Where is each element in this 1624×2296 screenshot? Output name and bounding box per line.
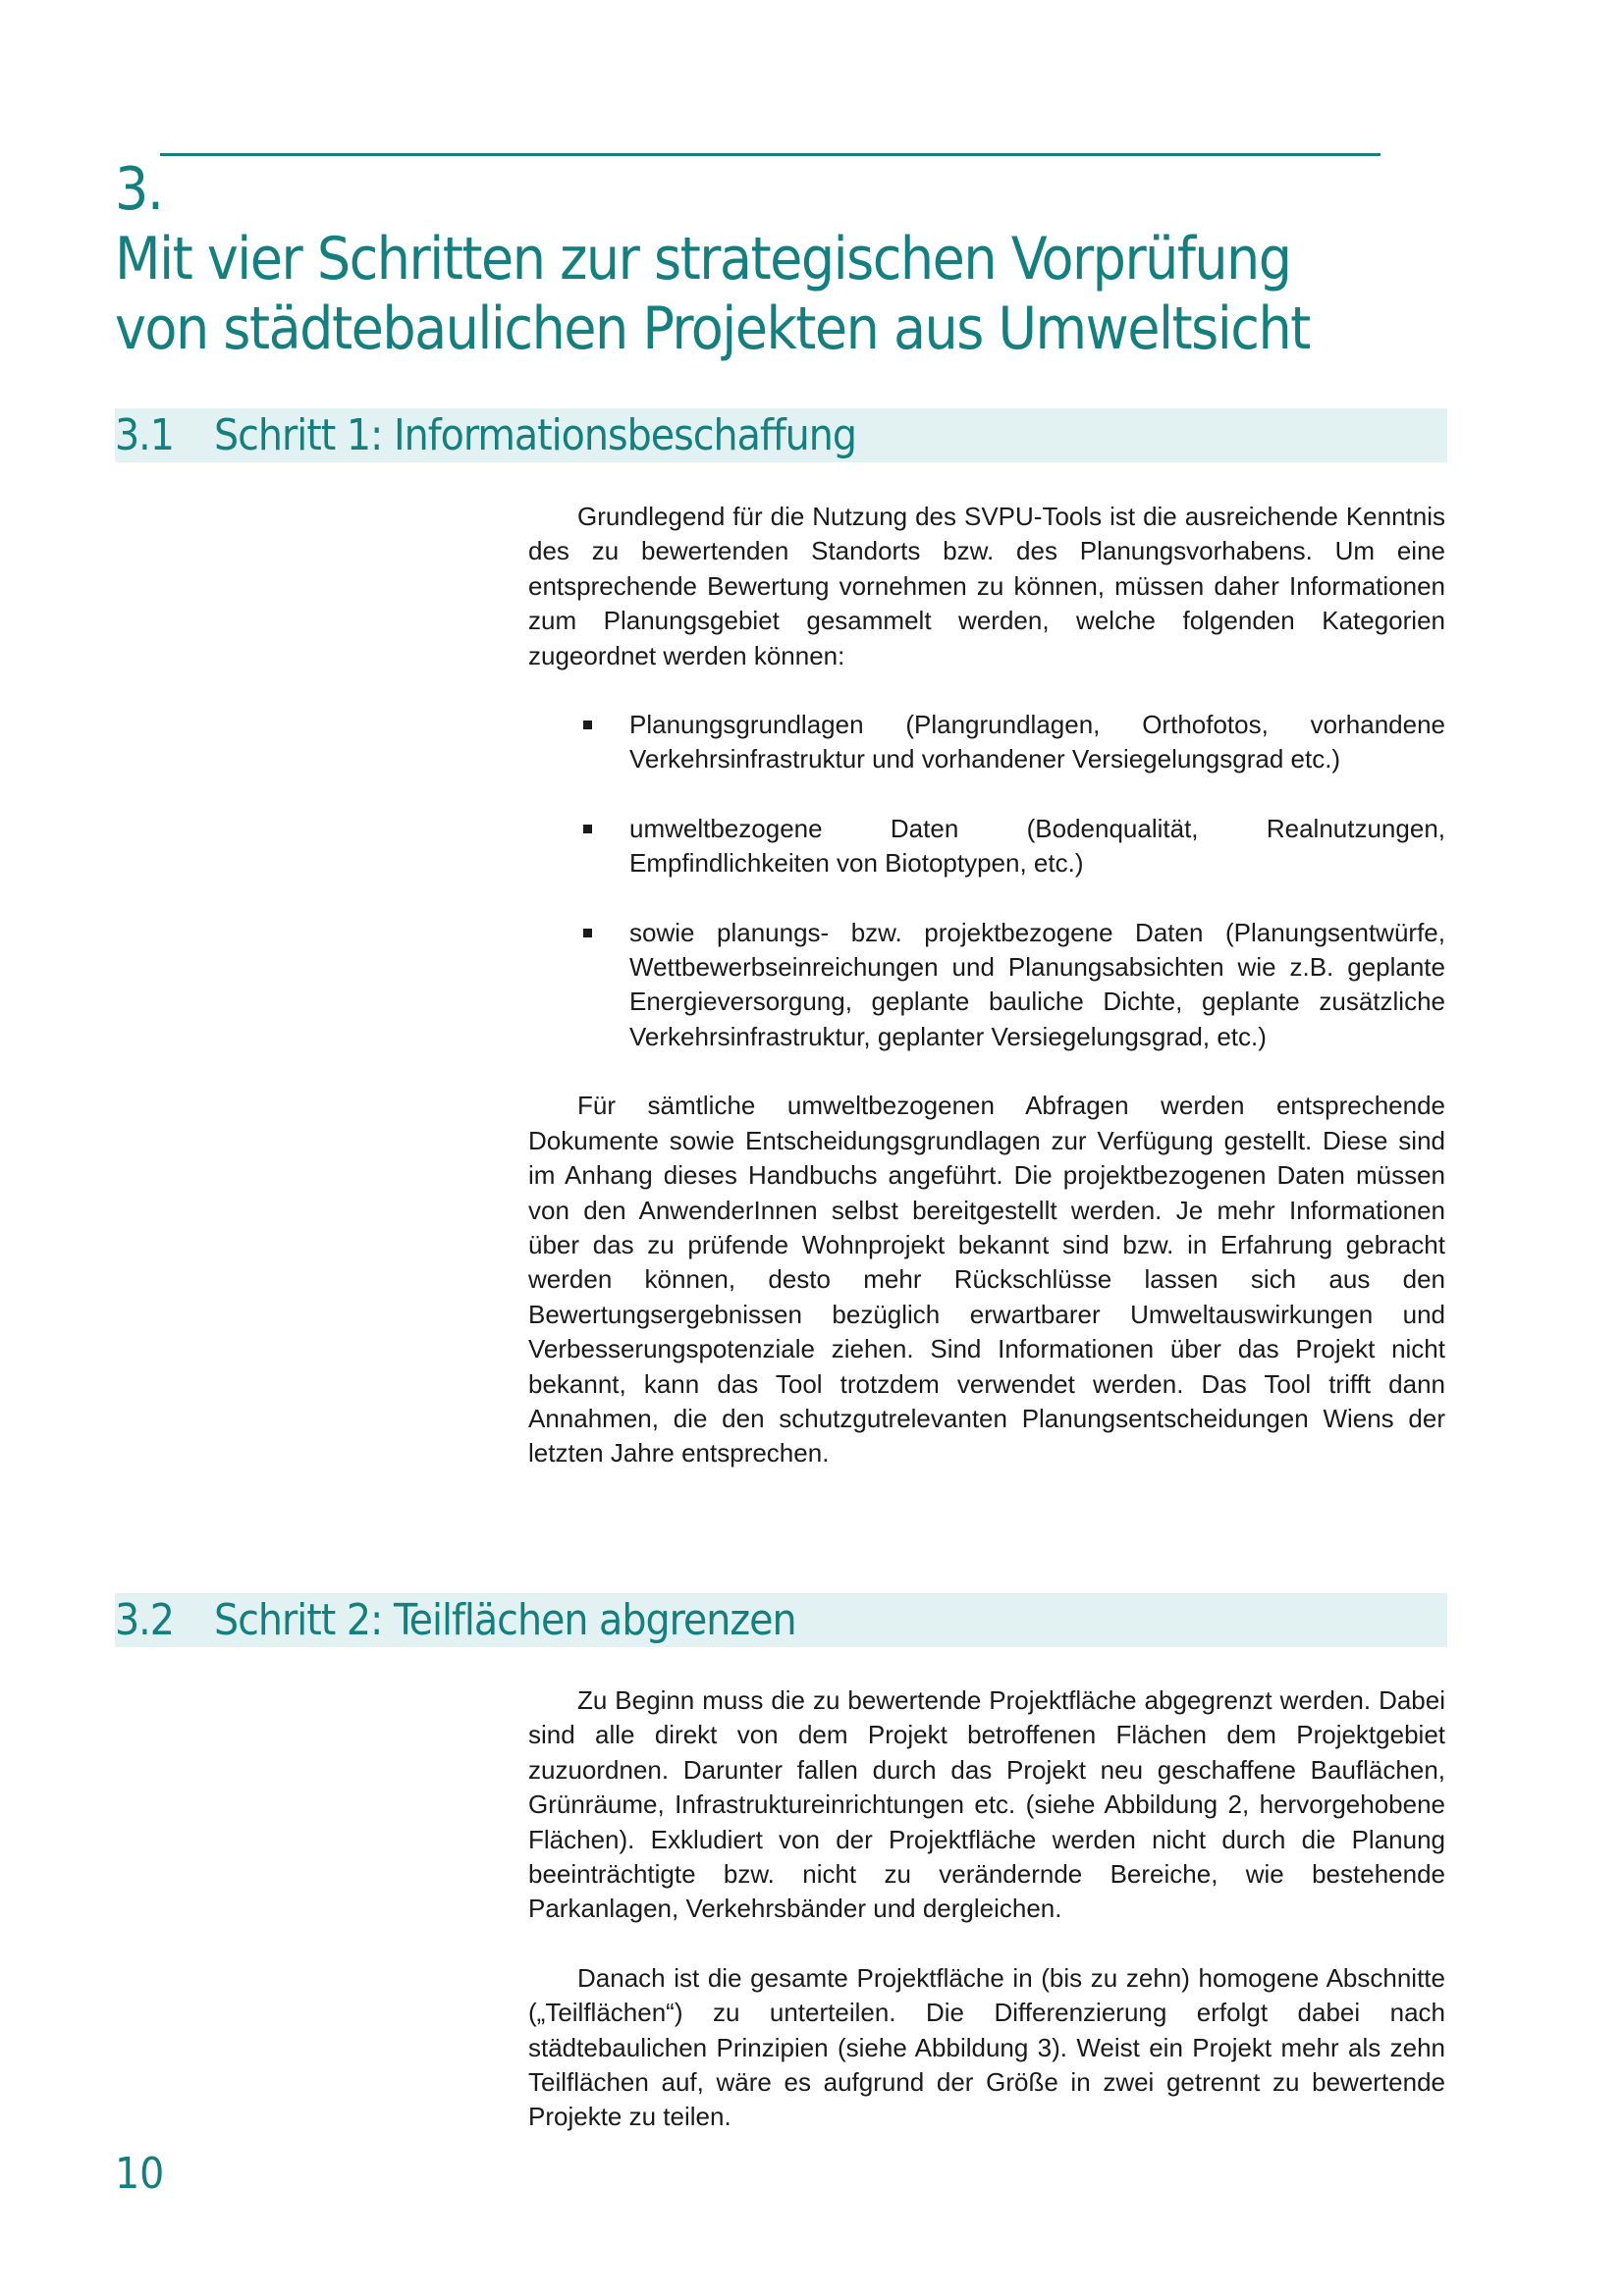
list-item-text: sowie planungs- bzw. projektbezogene Daten (Planungsentwürfe, Wettbewerbseinreichungen und Planungsabsichten wie z.B. geplante Energieversorgung, geplante bauliche Dichte, geplante zusätzliche Verkehrsinfrastruktur, geplanter Versiegelungsgrad, etc.) [629,917,1445,1051]
section-2-para-1: Zu Beginn muss die zu bewertende Projektfläche abgegrenzt werden. Dabei sind alle direkt von dem Projekt betroffenen Flächen dem Projektgebiet zuzuordnen. Darunter fallen durch das Projekt neu geschaffene Bauflächen, Grünräume, Infrastruktureinrichtungen etc. (siehe Abbildung 2, hervorgehobene Flächen). Exkludiert von der Projektfläche werden nicht durch die Planung beeinträchtigte bzw. nicht zu verändernde Bereiche, wie bestehende Parkanlagen, Verkehrsbänder und dergleichen. [528,1685,1445,1924]
page-number: 10 [115,2149,165,2199]
section-2-para-2: Danach ist die gesamte Projektfläche in (bis zu zehn) homogene Abschnitte („Teilflächen“) zu unterteilen. Die Differenzierung erfolgt dabei nach städtebaulichen Prinzipien (siehe Abbildung 3). Weist ein Projekt mehr als zehn Teilflächen auf, wäre es aufgrund der Größe in zwei getrennt zu bewertende Projekte zu teilen. [528,1962,1445,2132]
list-item [528,812,1445,881]
section-2-heading [115,1593,796,1647]
chapter-title-line2: von städtebaulichen Projekten aus Umweltsicht [115,294,1310,363]
square-bullet-icon [583,825,592,833]
square-bullet-icon [583,721,592,729]
section-1-title: Schritt 1: Informationsbeschaffung [214,410,856,460]
section-1-closing: Für sämtliche umweltbezogenen Abfragen werden entsprechende Dokumente sowie Entscheidungsgrundlagen zur Verfügung gestellt. Diese sind im Anhang dieses Handbuchs angeführt. Die projektbezogenen Daten müssen von den AnwenderInnen selbst bereitgestellt werden. Je mehr Informationen über das zu prüfende Wohnprojekt bekannt sind bzw. in Erfahrung gebracht werden können, desto mehr Rückschlüsse lassen sich aus den Bewertungsergebnissen bezüglich erwartbarer Umweltauswirkungen und Verbesserungspotenziale ziehen. Sind Informationen über das Projekt nicht bekannt, kann das Tool trotzdem verwendet werden. Das Tool trifft dann Annahmen, die den schutzgutrelevanten Planungsentscheidungen Wiens der letzten Jahre entsprechen. [528,1091,1445,1468]
chapter-title-line1: Mit vier Schritten zur strategischen Vorprüfung [115,225,1291,294]
section-1-intro: Grundlegend für die Nutzung des SVPU-Tools ist die ausreichende Kenntnis des zu bewertenden Standorts bzw. des Planungsvorhabens. Um eine entsprechende Bewertung vornehmen zu können, müssen daher Informationen zum Planungsgebiet gesammelt werden, welche folgenden Kategorien zugeordnet werden können: [528,502,1445,670]
section-1-number: 3.1 [115,410,174,460]
section-2-title: Schritt 2: Teilflächen abgrenzen [214,1595,796,1645]
chapter-number: 3. [115,155,163,224]
square-bullet-icon [583,929,592,937]
info-category-list [528,708,1445,1054]
section-1-heading [115,408,856,462]
list-item [528,916,1445,1055]
list-item-text: Planungsgrundlagen (Plangrundlagen, Orthofotos, vorhandene Verkehrsinfrastruktur und vorhandener Versiegelungsgrad etc.) [629,710,1445,774]
section-2-number: 3.2 [115,1595,174,1645]
list-item [528,708,1445,777]
chapter-heading [115,155,1440,364]
list-item-text: umweltbezogene Daten (Bodenqualität, Realnutzungen, Empfindlichkeiten von Biotoptypen, etc.) [629,813,1445,879]
section-1-body [528,500,1445,1471]
section-2-body [528,1683,1445,2135]
